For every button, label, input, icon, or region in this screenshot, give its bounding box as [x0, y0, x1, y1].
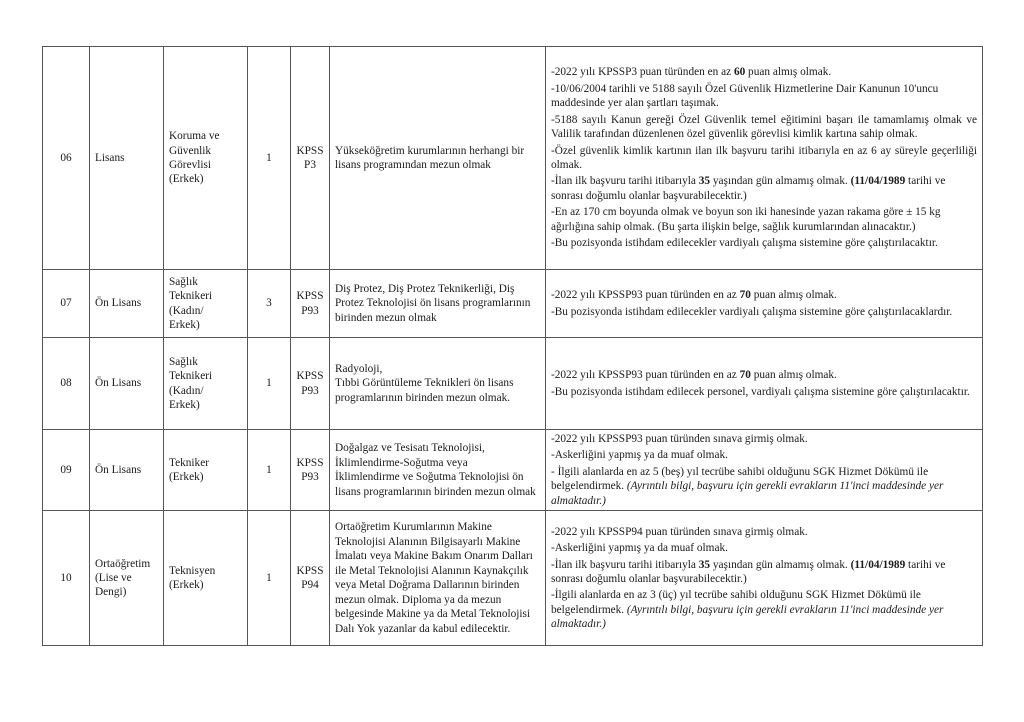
condition-item: -En az 170 cm boyunda olmak ve boyun son iki hanesinde yazan rakama göre ± 15 kg ağırlığına sahip olmak. (Bu şarta ilişkin belge, sağlık kurumlarından alınacaktır.) — [551, 206, 941, 233]
condition-item: -İlan ilk başvuru tarihi itibarıyla 35 yaşından gün almamış olmak. (11/04/1989 tarihi ve sonrası doğumlu olanlar başvurabilecektir.) — [551, 558, 946, 586]
education-requirement: Diş Protez, Diş Protez Teknikerliği, Diş Protez Teknolojisi ön lisans programlarının birinden mezun olmak — [330, 270, 546, 338]
condition-item: -Askerliğini yapmış ya da muaf olmak. — [551, 542, 728, 555]
kpss-score-type: KPSS P94 — [291, 511, 330, 646]
position-number: 08 — [43, 338, 90, 430]
condition-item: -5188 sayılı Kanun gereği Özel Güvenlik temel eğitimini başarı ile tamamlamış olmak ve Valilik tarafından düzenlenen özel güvenlik görevlisi kimlik kartına sahip olmak. — [551, 113, 977, 141]
education-requirement: Ortaöğretim Kurumlarının Makine Teknolojisi Alanının Bilgisayarlı Makine İmalatı veya Makine Bakım Onarım Dalları ile Metal Teknolojisi Alanının Kaynakçılık veya Metal Doğrama Dallarının birinden mezun olmak. Diploma ya da mezun belgesinde Makine ya da Metal Teknolojisi Dalı Yok yazanlar da kabul edilecektir. — [330, 511, 546, 646]
condition-item: -İlgili alanlarda en az 3 (üç) yıl tecrübe sahibi olduğunu SGK Hizmet Dökümü ile belgelendirmek. (Ayrıntılı bilgi, başvuru için gerekli evrakların 11'inci maddesinde yer almaktadır.) — [551, 589, 944, 631]
kpss-score-type: KPSS P93 — [291, 338, 330, 430]
table-row — [43, 47, 983, 270]
kpss-score-type: KPSS P93 — [291, 270, 330, 338]
condition-item: -Bu pozisyonda istihdam edilecekler vardiyalı çalışma sistemine göre çalıştırılacaklardır. — [551, 305, 953, 318]
conditions — [546, 338, 983, 430]
position-title: Sağlık Teknikeri (Kadın/ Erkek) — [164, 338, 248, 430]
position-title: Sağlık Teknikeri (Kadın/ Erkek) — [164, 270, 248, 338]
position-number: 06 — [43, 47, 90, 270]
condition-item: -İlan ilk başvuru tarihi itibarıyla 35 yaşından gün almamış olmak. (11/04/1989 tarihi ve sonrası doğumlu olanlar başvurabilecektir.) — [551, 175, 946, 202]
position-count: 1 — [248, 511, 291, 646]
condition-item: -2022 yılı KPSSP94 puan türünden sınava girmiş olmak. — [551, 525, 808, 538]
position-number: 09 — [43, 430, 90, 511]
kpss-score-type: KPSS P3 — [291, 47, 330, 270]
position-count: 1 — [248, 338, 291, 430]
education-level: Ortaöğretim (Lise ve Dengi) — [90, 511, 164, 646]
table-row — [43, 511, 983, 646]
condition-item: -2022 yılı KPSSP3 puan türünden en az 60 puan almış olmak. — [551, 66, 832, 79]
education-level: Ön Lisans — [90, 270, 164, 338]
conditions — [546, 47, 983, 270]
position-title: Teknisyen (Erkek) — [164, 511, 248, 646]
condition-item: -Bu pozisyonda istihdam edilecekler vardiyalı çalışma sistemine göre çalıştırılacaktır. — [551, 237, 938, 250]
table-row — [43, 270, 983, 338]
position-count: 3 — [248, 270, 291, 338]
condition-item: -2022 yılı KPSSP93 puan türünden en az 70 puan almış olmak. — [551, 289, 837, 302]
position-count: 1 — [248, 430, 291, 511]
condition-item: -10/06/2004 tarihli ve 5188 sayılı Özel Güvenlik Hizmetlerine Dair Kanunun 10'uncu maddesinde yer alan şartları taşımak. — [551, 82, 939, 110]
education-requirement: Radyoloji, Tıbbi Görüntüleme Teknikleri ön lisans programlarının birinden mezun olmak. — [330, 338, 546, 430]
conditions — [546, 270, 983, 338]
conditions — [546, 511, 983, 646]
condition-item: - İlgili alanlarda en az 5 (beş) yıl tecrübe sahibi olduğunu SGK Hizmet Dökümü ile belgelendirmek. (Ayrıntılı bilgi, başvuru için gerekli evrakların 11'inci maddesinde yer almaktadır.) — [551, 465, 944, 507]
table-row — [43, 430, 983, 511]
positions-table — [42, 46, 983, 646]
condition-item: -Askerliğini yapmış ya da muaf olmak. — [551, 449, 728, 462]
condition-item: -2022 yılı KPSSP93 puan türünden en az 70 puan almış olmak. — [551, 369, 837, 382]
condition-item: -Özel güvenlik kimlik kartının ilan ilk başvuru tarihi itibarıyla en az 6 ay süreyle geçerliliği olmak. — [551, 144, 977, 171]
condition-item: -2022 yılı KPSSP93 puan türünden sınava girmiş olmak. — [551, 433, 808, 445]
position-count: 1 — [248, 47, 291, 270]
position-number: 07 — [43, 270, 90, 338]
kpss-score-type: KPSS P93 — [291, 430, 330, 511]
education-level: Ön Lisans — [90, 430, 164, 511]
education-level: Ön Lisans — [90, 338, 164, 430]
position-title: Koruma ve Güvenlik Görevlisi (Erkek) — [164, 47, 248, 270]
table-row — [43, 338, 983, 430]
position-title: Tekniker (Erkek) — [164, 430, 248, 511]
conditions — [546, 430, 983, 511]
education-level: Lisans — [90, 47, 164, 270]
education-requirement: Yükseköğretim kurumlarının herhangi bir lisans programından mezun olmak — [330, 47, 546, 270]
education-requirement: Doğalgaz ve Tesisatı Teknolojisi, İklimlendirme-Soğutma veya İklimlendirme ve Soğutma Teknolojisi ön lisans programlarının birinden mezun olmak — [330, 430, 546, 511]
condition-item: -Bu pozisyonda istihdam edilecek personel, vardiyalı çalışma sistemine göre çalıştırılacaktır. — [551, 385, 970, 398]
position-number: 10 — [43, 511, 90, 646]
